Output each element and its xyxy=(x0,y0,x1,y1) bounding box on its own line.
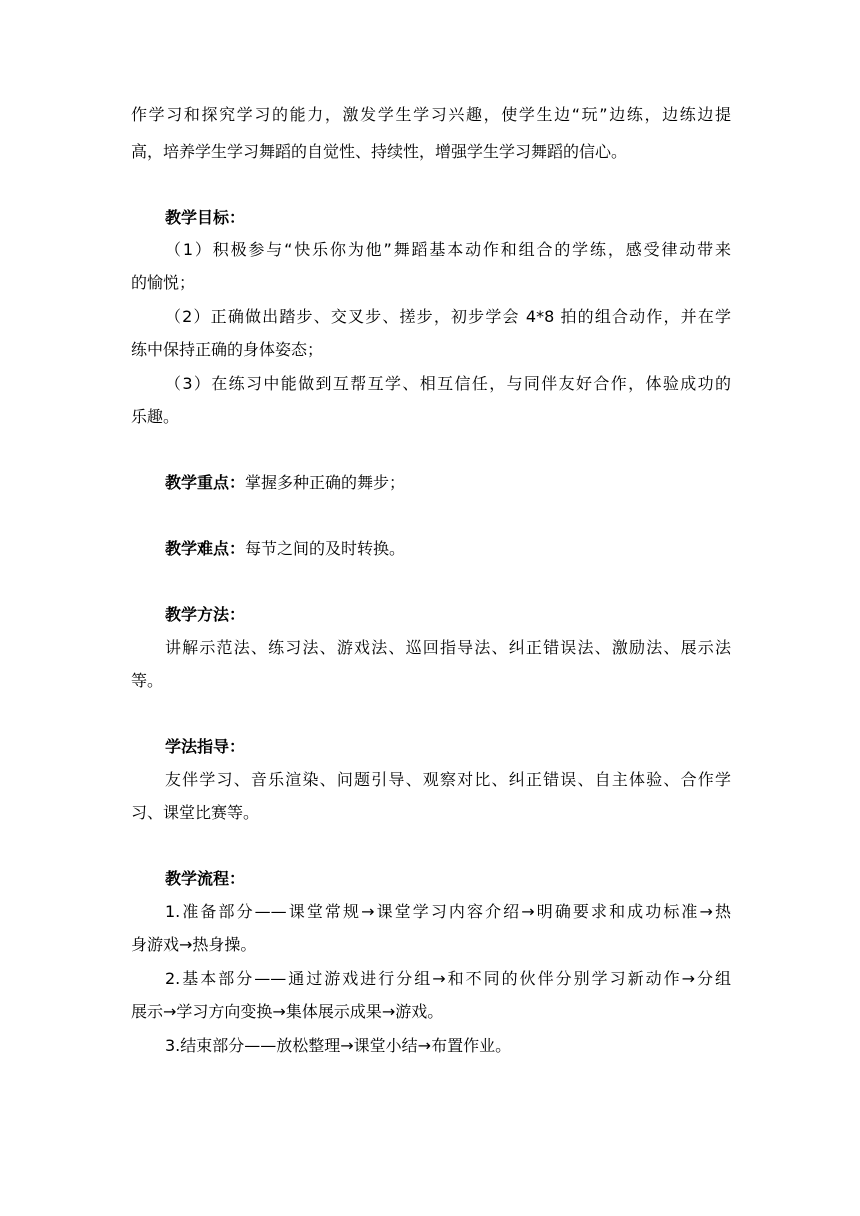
methods-heading: 教学方法： xyxy=(165,605,246,624)
process-2-line-2: 展示→学习方向变换→集体展示成果→游戏。 xyxy=(131,1002,444,1021)
intro-line-2: 高，培养学生学习舞蹈的自觉性、持续性，增强学生学习舞蹈的信心。 xyxy=(131,142,628,161)
methods-line-1: 讲解示范法、练习法、游戏法、巡回指导法、纠正错误法、激励法、展示法 xyxy=(165,638,731,657)
process-3-line-1: 3.结束部分——放松整理→课堂小结→布置作业。 xyxy=(165,1036,512,1055)
methods-line-2: 等。 xyxy=(131,671,164,690)
objectives-heading: 教学目标： xyxy=(165,208,246,227)
intro-line-1: 作学习和探究学习的能力，激发学生学习兴趣，使学生边“玩”边练，边练边提 xyxy=(131,105,731,124)
study-guide-line-2: 习、课堂比赛等。 xyxy=(131,803,260,822)
key-point-text: 掌握多种正确的舞步； xyxy=(245,473,406,492)
process-heading: 教学流程： xyxy=(165,869,246,888)
difficulty xyxy=(165,538,731,560)
objective-3-line-2: 乐趣。 xyxy=(131,407,180,426)
difficulty-text: 每节之间的及时转换。 xyxy=(245,539,406,558)
difficulty-label: 教学难点： xyxy=(165,539,246,558)
process-2-line-1: 2.基本部分——通过游戏进行分组→和不同的伙伴分别学习新动作→分组 xyxy=(165,969,731,988)
objective-1-line-1: （1）积极参与“快乐你为他”舞蹈基本动作和组合的学练，感受律动带来 xyxy=(165,240,731,259)
objective-2-line-2: 练中保持正确的身体姿态； xyxy=(131,340,324,359)
study-guide-heading: 学法指导： xyxy=(165,737,246,756)
key-point xyxy=(165,472,731,494)
objective-2-line-1: （2）正确做出踏步、交叉步、搓步，初步学会 4*8 拍的组合动作，并在学 xyxy=(165,307,731,326)
objective-3-line-1: （3）在练习中能做到互帮互学、相互信任，与同伴友好合作，体验成功的 xyxy=(165,374,731,393)
study-guide-line-1: 友伴学习、音乐渲染、问题引导、观察对比、纠正错误、自主体验、合作学 xyxy=(165,770,731,789)
process-1-line-2: 身游戏→热身操。 xyxy=(131,935,257,954)
process-1-line-1: 1.准备部分——课堂常规→课堂学习内容介绍→明确要求和成功标准→热 xyxy=(165,902,731,921)
key-point-label: 教学重点： xyxy=(165,473,246,492)
objective-1-line-2: 的愉悦； xyxy=(131,273,196,292)
